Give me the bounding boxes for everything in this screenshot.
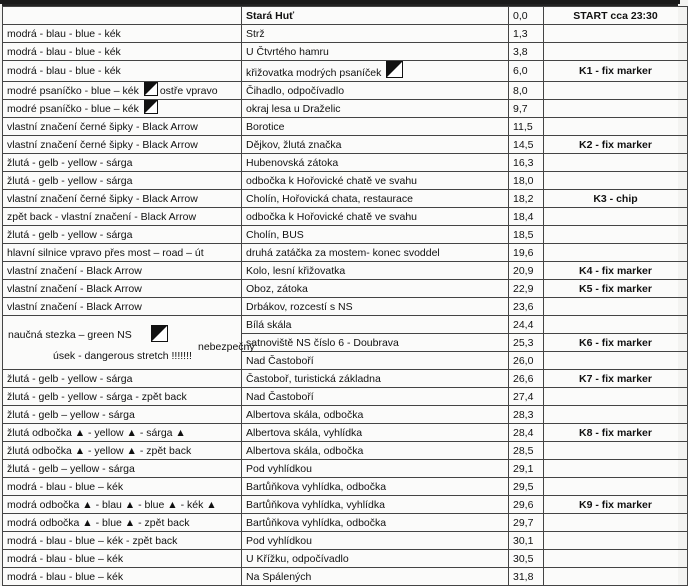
table-row (3, 172, 688, 190)
distance-km: 25,3 (509, 334, 544, 352)
route-table (2, 6, 688, 586)
waypoint-name-text: křižovatka modrých psaníček (246, 67, 382, 79)
waypoint-name: Drbákov, rozcestí s NS (242, 298, 509, 316)
distance-km: 29,1 (509, 460, 544, 478)
trail-marking-text: modré psaníčko - blue – kék (7, 103, 139, 115)
trail-marking: žlutá odbočka ▲ - yellow ▲ - sárga ▲ (3, 424, 242, 442)
distance-km: 29,5 (509, 478, 544, 496)
trail-marking (3, 82, 242, 100)
trail-marking: modrá - blau - blue – kék (3, 550, 242, 568)
table-row (3, 154, 688, 172)
table-row (3, 424, 688, 442)
waypoint-name: Hubenovská zátoka (242, 154, 509, 172)
waypoint-name: Strž (242, 25, 509, 43)
checkpoint-note: K3 - chip (544, 190, 688, 208)
trail-marking: vlastní značení - Black Arrow (3, 280, 242, 298)
table-row (3, 388, 688, 406)
waypoint-name: Na Spálených (242, 568, 509, 586)
waypoint-name: Častoboř, turistická základna (242, 370, 509, 388)
checkpoint-note (544, 82, 688, 100)
trail-marking: žlutá - gelb - yellow - sárga (3, 226, 242, 244)
waypoint-name: okraj lesa u Draželic (242, 100, 509, 118)
trail-marker-icon (386, 61, 403, 78)
distance-km: 8,0 (509, 82, 544, 100)
checkpoint-note: K6 - fix marker (544, 334, 688, 352)
trail-marking: modrá - blau - blue – kék - zpět back (3, 532, 242, 550)
trail-marking: modrá - blau - blue - kék (3, 25, 242, 43)
trail-marker-icon (151, 325, 168, 342)
trail-marking: vlastní značení - Black Arrow (3, 262, 242, 280)
trail-marking-merged (3, 316, 255, 370)
trail-marker-icon (144, 100, 158, 114)
distance-km: 30,1 (509, 532, 544, 550)
trail-marking: modrá - blau - blue – kék (3, 568, 242, 586)
waypoint-name: Bartůňkova vyhlídka, odbočka (242, 514, 509, 532)
waypoint-name: Albertova skála, odbočka (242, 442, 509, 460)
checkpoint-note (544, 478, 688, 496)
checkpoint-note (544, 316, 688, 334)
table-row (3, 568, 688, 586)
table-row (3, 208, 688, 226)
checkpoint-note (544, 25, 688, 43)
waypoint-name: Albertova skála, vyhlídka (242, 424, 509, 442)
trail-marking: modrá odbočka ▲ - blue ▲ - zpět back (3, 514, 242, 532)
checkpoint-note (544, 172, 688, 190)
trail-marking: žlutá odbočka ▲ - yellow ▲ - zpět back (3, 442, 242, 460)
table-row (3, 244, 688, 262)
waypoint-name: Pod vyhlídkou (242, 460, 509, 478)
route-sheet (2, 4, 678, 586)
checkpoint-note (544, 118, 688, 136)
checkpoint-note (544, 352, 688, 370)
trail-marking: žlutá - gelb - yellow - sárga (3, 172, 242, 190)
table-row (3, 550, 688, 568)
waypoint-name: Čihadlo, odpočívadlo (242, 82, 509, 100)
waypoint-name: Cholín, Hořovická chata, restaurace (242, 190, 509, 208)
table-row (3, 190, 688, 208)
checkpoint-note (544, 43, 688, 61)
waypoint-name: Kolo, lesní křižovatka (242, 262, 509, 280)
distance-km: 18,2 (509, 190, 544, 208)
trail-marking: hlavní silnice vpravo přes most – road – út (3, 244, 242, 262)
trail-marking: vlastní značení černé šipky - Black Arrow (3, 190, 242, 208)
checkpoint-note (544, 388, 688, 406)
header-mark-cell (3, 7, 242, 25)
trail-marking: žlutá - gelb - yellow - sárga (3, 154, 242, 172)
checkpoint-note: K8 - fix marker (544, 424, 688, 442)
checkpoint-note (544, 514, 688, 532)
trail-marking: modrá - blau - blue - kék (3, 61, 242, 82)
checkpoint-note (544, 244, 688, 262)
waypoint-name: Pod vyhlídkou (242, 532, 509, 550)
start-note: START cca 23:30 (544, 7, 688, 25)
waypoint-name: satnoviště NS číslo 6 - Doubrava (242, 334, 509, 352)
checkpoint-note: K4 - fix marker (544, 262, 688, 280)
merged-line-2: nebezpečný (198, 341, 255, 353)
waypoint-name: odbočka k Hořovické chatě ve svahu (242, 208, 509, 226)
checkpoint-note: K9 - fix marker (544, 496, 688, 514)
waypoint-name: Albertova skála, odbočka (242, 406, 509, 424)
distance-km: 11,5 (509, 118, 544, 136)
waypoint-name: Dějkov, žlutá značka (242, 136, 509, 154)
checkpoint-note (544, 100, 688, 118)
distance-km: 26,0 (509, 352, 544, 370)
waypoint-name: Nad Častoboří (242, 388, 509, 406)
table-row (3, 442, 688, 460)
table-row (3, 100, 688, 118)
table-row (3, 61, 688, 82)
trail-marking: vlastní značení černé šipky - Black Arrow (3, 136, 242, 154)
distance-km: 18,0 (509, 172, 544, 190)
start-place: Stará Huť (242, 7, 509, 25)
table-row (3, 280, 688, 298)
table-row (3, 118, 688, 136)
waypoint-name: U Čtvrtého hamru (242, 43, 509, 61)
distance-km: 20,9 (509, 262, 544, 280)
trail-marking: modrá - blau - blue - kék (3, 43, 242, 61)
distance-km: 16,3 (509, 154, 544, 172)
table-row (3, 514, 688, 532)
table-row (3, 478, 688, 496)
trail-marking: vlastní značení - Black Arrow (3, 298, 242, 316)
checkpoint-note (544, 442, 688, 460)
distance-km: 27,4 (509, 388, 544, 406)
trail-marking: žlutá - gelb - yellow - sárga - zpět back (3, 388, 242, 406)
trail-marking-direction: ostře vpravo (159, 85, 218, 97)
waypoint-name: U Křížku, odpočívadlo (242, 550, 509, 568)
checkpoint-note (544, 154, 688, 172)
table-row (3, 298, 688, 316)
checkpoint-note (544, 298, 688, 316)
distance-km: 6,0 (509, 61, 544, 82)
checkpoint-note (544, 568, 688, 586)
table-row (3, 226, 688, 244)
checkpoint-note: K2 - fix marker (544, 136, 688, 154)
waypoint-name: odbočka k Hořovické chatě ve svahu (242, 172, 509, 190)
table-row (3, 82, 688, 100)
waypoint-name: Bartůňkova vyhlídka, vyhlídka (242, 496, 509, 514)
merged-line-3: úsek - dangerous stretch !!!!!!! (53, 350, 192, 362)
checkpoint-note (544, 460, 688, 478)
distance-km: 29,6 (509, 496, 544, 514)
checkpoint-note: K5 - fix marker (544, 280, 688, 298)
trail-marking-text: modré psaníčko - blue – kék (7, 85, 139, 97)
waypoint-name: Bartůňkova vyhlídka, odbočka (242, 478, 509, 496)
table-row (3, 316, 688, 334)
checkpoint-note (544, 550, 688, 568)
header-row (3, 7, 688, 25)
table-row (3, 262, 688, 280)
table-row (3, 460, 688, 478)
table-row (3, 370, 688, 388)
merged-marker (149, 325, 170, 345)
trail-marker-icon (144, 82, 158, 96)
checkpoint-note (544, 532, 688, 550)
distance-km: 3,8 (509, 43, 544, 61)
checkpoint-note: K1 - fix marker (544, 61, 688, 82)
waypoint-name: Oboz, zátoka (242, 280, 509, 298)
merged-line-1: naučná stezka – green NS (8, 329, 132, 341)
distance-km: 28,5 (509, 442, 544, 460)
trail-marking: modrá odbočka ▲ - blau ▲ - blue ▲ - kék ▲ (3, 496, 242, 514)
trail-marking: zpět back - vlastní značení - Black Arrow (3, 208, 242, 226)
trail-marking: modrá - blau - blue – kék (3, 478, 242, 496)
distance-km: 28,4 (509, 424, 544, 442)
waypoint-name: Bílá skála (242, 316, 509, 334)
trail-marking: žlutá - gelb - yellow - sárga (3, 370, 242, 388)
distance-km: 29,7 (509, 514, 544, 532)
waypoint-name: Borotice (242, 118, 509, 136)
waypoint-name (242, 61, 509, 82)
table-row (3, 43, 688, 61)
distance-km: 28,3 (509, 406, 544, 424)
distance-km: 22,9 (509, 280, 544, 298)
checkpoint-note (544, 208, 688, 226)
table-row (3, 406, 688, 424)
checkpoint-note (544, 226, 688, 244)
distance-km: 26,6 (509, 370, 544, 388)
table-row (3, 25, 688, 43)
trail-marking: žlutá - gelb – yellow - sárga (3, 460, 242, 478)
checkpoint-note: K7 - fix marker (544, 370, 688, 388)
distance-km: 14,5 (509, 136, 544, 154)
distance-km: 24,4 (509, 316, 544, 334)
distance-km: 1,3 (509, 25, 544, 43)
distance-km: 31,8 (509, 568, 544, 586)
distance-km: 19,6 (509, 244, 544, 262)
waypoint-name: Cholín, BUS (242, 226, 509, 244)
trail-marking (3, 100, 242, 118)
trail-marking: vlastní značení černé šipky - Black Arrow (3, 118, 242, 136)
checkpoint-note (544, 406, 688, 424)
distance-km: 18,4 (509, 208, 544, 226)
distance-km: 23,6 (509, 298, 544, 316)
distance-km: 9,7 (509, 100, 544, 118)
waypoint-name: Nad Častoboří (242, 352, 509, 370)
start-km: 0,0 (509, 7, 544, 25)
distance-km: 18,5 (509, 226, 544, 244)
table-row (3, 496, 688, 514)
distance-km: 30,5 (509, 550, 544, 568)
trail-marking: žlutá - gelb – yellow - sárga (3, 406, 242, 424)
table-row (3, 136, 688, 154)
waypoint-name: druhá zatáčka za mostem- konec svoddel (242, 244, 509, 262)
table-row (3, 532, 688, 550)
